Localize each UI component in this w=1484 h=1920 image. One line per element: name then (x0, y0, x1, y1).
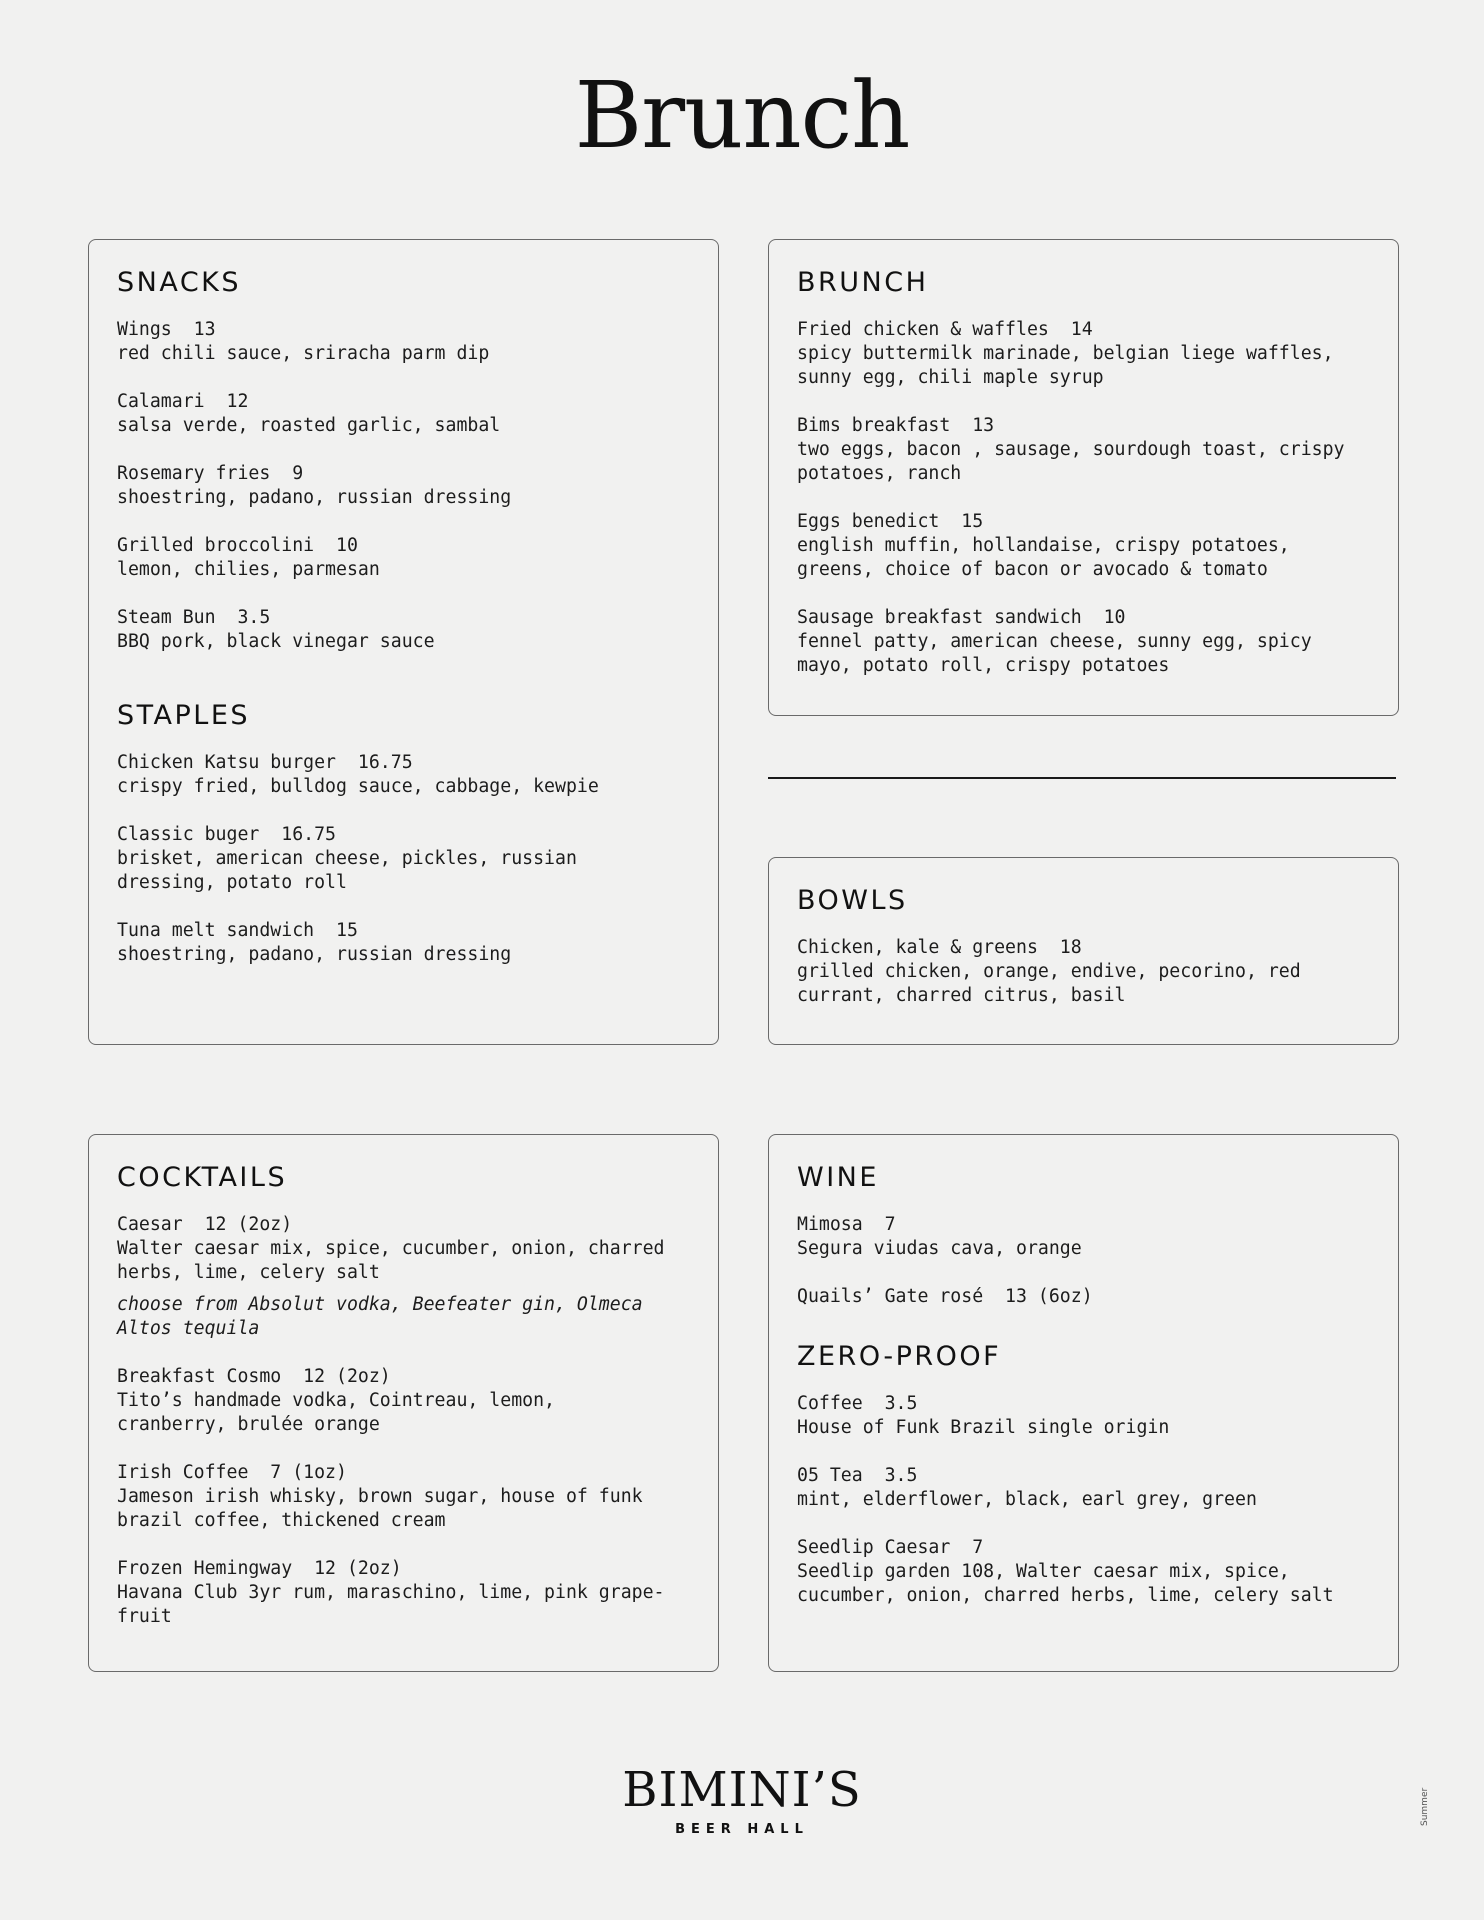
item-name: Classic buger 16.75 (117, 824, 336, 845)
item-desc: Walter caesar mix, spice, cucumber, onion, charred herbs, lime, celery salt (117, 1238, 665, 1283)
item-name: Seedlip Caesar 7 (797, 1537, 984, 1558)
menu-item (117, 606, 690, 654)
item-desc: brisket, american cheese, pickles, russian dressing, potato roll (117, 848, 577, 893)
menu-item (117, 1365, 690, 1437)
bowls-panel (768, 857, 1399, 1045)
cocktails-panel (88, 1134, 719, 1672)
menu-item (797, 318, 1370, 390)
item-desc: Tito’s handmade vodka, Cointreau, lemon, cranberry, brulée orange (117, 1390, 555, 1435)
item-desc: grilled chicken, orange, endive, pecorino, red currant, charred citrus, basil (797, 961, 1301, 1006)
item-name: Caesar 12 (2oz) (117, 1214, 293, 1235)
item-name: Eggs benedict 15 (797, 511, 984, 532)
item-name: Breakfast Cosmo 12 (2oz) (117, 1366, 391, 1387)
brunch-panel (768, 239, 1399, 716)
item-name: 05 Tea 3.5 (797, 1465, 918, 1486)
item-name: Quails’ Gate rosé 13 (6oz) (797, 1286, 1093, 1307)
item-desc: Segura viudas cava, orange (797, 1238, 1082, 1259)
item-name: Wings 13 (117, 319, 216, 340)
menu-item (117, 919, 690, 967)
divider-line (768, 777, 1396, 779)
item-desc: spicy buttermilk marinade, belgian liege waffles, sunny egg, chili maple syrup (797, 343, 1334, 388)
item-name: Frozen Hemingway 12 (2oz) (117, 1558, 402, 1579)
menu-item (797, 1464, 1370, 1512)
section-title-bowls: BOWLS (797, 885, 908, 916)
item-desc: salsa verde, roasted garlic, sambal (117, 415, 501, 436)
item-desc: Jameson irish whisky, brown sugar, house of funk brazil coffee, thickened cream (117, 1486, 643, 1531)
item-desc: lemon, chilies, parmesan (117, 559, 380, 580)
item-desc: two eggs, bacon , sausage, sourdough toast, crispy potatoes, ranch (797, 439, 1345, 484)
item-desc: red chili sauce, sriracha parm dip (117, 343, 490, 364)
menu-item (797, 936, 1370, 1008)
item-desc: Seedlip garden 108, Walter caesar mix, spice, cucumber, onion, charred herbs, lime, celery salt (797, 1561, 1334, 1606)
item-desc: Havana Club 3yr rum, maraschino, lime, pink grape- fruit (117, 1582, 665, 1627)
menu-item (797, 1213, 1370, 1261)
item-name: Bims breakfast 13 (797, 415, 995, 436)
section-title-cocktails: COCKTAILS (117, 1162, 288, 1193)
section-title-zero-proof: ZERO-PROOF (797, 1341, 1002, 1372)
item-name: Steam Bun 3.5 (117, 607, 271, 628)
item-name: Sausage breakfast sandwich 10 (797, 607, 1126, 628)
menu-item (797, 1536, 1370, 1608)
spirit-choice-note: choose from Absolut vodka, Beefeater gin, Olmeca Altos tequila (117, 1294, 643, 1339)
item-desc: english muffin, hollandaise, crispy potatoes, greens, choice of bacon or avocado & tomato (797, 535, 1290, 580)
item-name: Tuna melt sandwich 15 (117, 920, 358, 941)
menu-item (117, 1557, 690, 1629)
wine-zero-proof-panel (768, 1134, 1399, 1672)
snacks-staples-panel (88, 239, 719, 1045)
item-desc: mint, elderflower, black, earl grey, green (797, 1489, 1257, 1510)
menu-item (117, 751, 690, 799)
menu-item (797, 1285, 1370, 1309)
menu-item (117, 1213, 690, 1285)
item-name: Fried chicken & waffles 14 (797, 319, 1093, 340)
season-label: Summer (1420, 1787, 1430, 1826)
item-name: Calamari 12 (117, 391, 249, 412)
item-desc: House of Funk Brazil single origin (797, 1417, 1170, 1438)
item-name: Mimosa 7 (797, 1214, 896, 1235)
menu-item (797, 510, 1370, 582)
brand-logo: BIMINI’S (622, 1762, 862, 1818)
menu-item (797, 414, 1370, 486)
menu-item (797, 1392, 1370, 1440)
brand-logo-subtitle: BEER HALL (675, 1822, 809, 1837)
item-desc: shoestring, padano, russian dressing (117, 487, 512, 508)
section-title-wine: WINE (797, 1162, 879, 1193)
item-desc: fennel patty, american cheese, sunny egg, spicy mayo, potato roll, crispy potatoes (797, 631, 1312, 676)
menu-item (117, 823, 690, 895)
item-name: Irish Coffee 7 (1oz) (117, 1462, 347, 1483)
item-name: Grilled broccolini 10 (117, 535, 358, 556)
item-name: Chicken Katsu burger 16.75 (117, 752, 413, 773)
page-title: Brunch (574, 62, 910, 169)
menu-item (117, 462, 690, 510)
item-name: Chicken, kale & greens 18 (797, 937, 1082, 958)
menu-item (117, 390, 690, 438)
item-desc: BBQ pork, black vinegar sauce (117, 631, 435, 652)
menu-item (117, 534, 690, 582)
item-desc: crispy fried, bulldog sauce, cabbage, kewpie (117, 776, 599, 797)
menu-item (117, 1461, 690, 1533)
menu-item (117, 318, 690, 366)
item-name: Rosemary fries 9 (117, 463, 304, 484)
section-title-brunch: BRUNCH (797, 267, 929, 298)
item-name: Coffee 3.5 (797, 1393, 918, 1414)
item-desc: shoestring, padano, russian dressing (117, 944, 512, 965)
menu-item (797, 606, 1370, 678)
section-title-snacks: SNACKS (117, 267, 242, 298)
section-title-staples: STAPLES (117, 700, 251, 731)
